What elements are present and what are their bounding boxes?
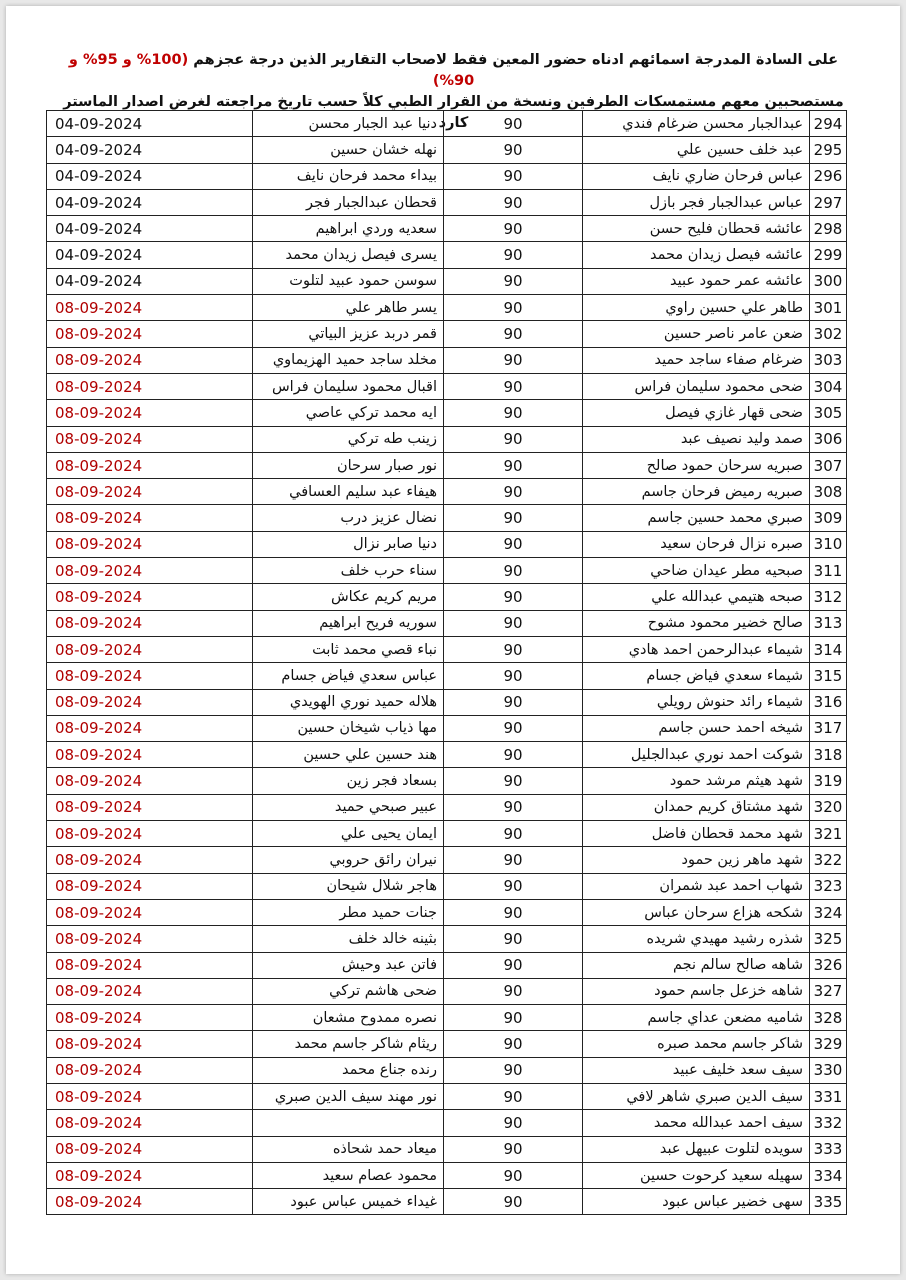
table-row: [47, 636, 847, 662]
disability-grade-cell: 90: [444, 978, 583, 1004]
table-row: [47, 1031, 847, 1057]
table-row: [47, 952, 847, 978]
table-row: [47, 1110, 847, 1136]
applicant-name-cell: صبريه رميض فرحان جاسم: [583, 479, 810, 505]
applicant-name-cell: شيماء سعدي فياض جسام: [583, 663, 810, 689]
review-date-cell: 08-09-2024: [47, 978, 253, 1004]
row-number-cell: 301: [810, 295, 847, 321]
review-date-cell: 08-09-2024: [47, 873, 253, 899]
table-row: [47, 1136, 847, 1162]
companion-name-cell: سعديه وردي ابراهيم: [253, 216, 444, 242]
table-row: [47, 295, 847, 321]
applicant-name-cell: صمد وليد نصيف عبد: [583, 426, 810, 452]
companion-name-cell: سوريه فريح ابراهيم: [253, 610, 444, 636]
disability-grade-cell: 90: [444, 1162, 583, 1188]
disability-grade-cell: 90: [444, 742, 583, 768]
disability-grade-cell: 90: [444, 426, 583, 452]
row-number-cell: 306: [810, 426, 847, 452]
disability-grade-cell: 90: [444, 1057, 583, 1083]
table-row: [47, 873, 847, 899]
review-date-cell: 08-09-2024: [47, 636, 253, 662]
review-date-cell: 04-09-2024: [47, 111, 253, 137]
applicant-name-cell: عائشه فيصل زيدان محمد: [583, 242, 810, 268]
applicant-name-cell: سهيله سعيد كرحوت حسين: [583, 1162, 810, 1188]
document-sheet: [6, 6, 900, 1274]
review-date-cell: 08-09-2024: [47, 742, 253, 768]
review-date-cell: 04-09-2024: [47, 216, 253, 242]
table-row: [47, 821, 847, 847]
review-date-cell: 08-09-2024: [47, 584, 253, 610]
review-date-cell: 08-09-2024: [47, 347, 253, 373]
companion-name-cell: بيداء محمد فرحان نايف: [253, 163, 444, 189]
applicant-name-cell: شهد ماهر زين حمود: [583, 847, 810, 873]
applicant-name-cell: عبدالجبار محسن ضرغام فندي: [583, 111, 810, 137]
row-number-cell: 294: [810, 111, 847, 137]
companion-name-cell: نور مهند سيف الدين صبري: [253, 1083, 444, 1109]
disability-grade-cell: 90: [444, 216, 583, 242]
applicant-name-cell: عبد خلف حسين علي: [583, 137, 810, 163]
companion-name-cell: ايه محمد تركي عاصي: [253, 400, 444, 426]
row-number-cell: 302: [810, 321, 847, 347]
review-date-cell: 04-09-2024: [47, 268, 253, 294]
row-number-cell: 323: [810, 873, 847, 899]
disability-grade-cell: 90: [444, 347, 583, 373]
table-row: [47, 1189, 847, 1215]
table-row: [47, 373, 847, 399]
review-date-cell: 08-09-2024: [47, 715, 253, 741]
review-date-cell: 08-09-2024: [47, 505, 253, 531]
review-date-cell: 08-09-2024: [47, 1057, 253, 1083]
table-row: [47, 558, 847, 584]
applicant-name-cell: صبره نزال فرحان سعيد: [583, 531, 810, 557]
disability-grade-cell: 90: [444, 689, 583, 715]
row-number-cell: 303: [810, 347, 847, 373]
table-row: [47, 531, 847, 557]
row-number-cell: 321: [810, 821, 847, 847]
review-date-cell: 08-09-2024: [47, 1031, 253, 1057]
review-date-cell: 08-09-2024: [47, 295, 253, 321]
applicant-name-cell: سيف احمد عبدالله محمد: [583, 1110, 810, 1136]
applicant-name-cell: شهد هيثم مرشد حمود: [583, 768, 810, 794]
table-row: [47, 321, 847, 347]
row-number-cell: 333: [810, 1136, 847, 1162]
table-row: [47, 1083, 847, 1109]
row-number-cell: 334: [810, 1162, 847, 1188]
disability-grade-cell: 90: [444, 1189, 583, 1215]
companion-name-cell: هاجر شلال شيحان: [253, 873, 444, 899]
row-number-cell: 298: [810, 216, 847, 242]
companion-name-cell: نور صبار سرحان: [253, 452, 444, 478]
disability-grade-cell: 90: [444, 610, 583, 636]
table-row: [47, 663, 847, 689]
table-row: [47, 584, 847, 610]
companion-name-cell: ايمان يحيى علي: [253, 821, 444, 847]
companion-name-cell: سوسن حمود عبيد لتلوت: [253, 268, 444, 294]
table-row: [47, 400, 847, 426]
review-date-cell: 08-09-2024: [47, 1110, 253, 1136]
disability-grade-cell: 90: [444, 321, 583, 347]
companion-name-cell: بثينه خالد خلف: [253, 926, 444, 952]
applicant-name-cell: ضحى محمود سليمان فراس: [583, 373, 810, 399]
table-row: [47, 189, 847, 215]
applicant-name-cell: عباس عبدالجبار فجر بازل: [583, 189, 810, 215]
review-date-cell: 04-09-2024: [47, 163, 253, 189]
companion-name-cell: [253, 1110, 444, 1136]
applicant-name-cell: شاهه خزعل جاسم حمود: [583, 978, 810, 1004]
table-row: [47, 426, 847, 452]
applicant-name-cell: طاهر علي حسين راوي: [583, 295, 810, 321]
table-row: [47, 794, 847, 820]
applicant-name-cell: صبحه هتيمي عبدالله علي: [583, 584, 810, 610]
review-date-cell: 08-09-2024: [47, 1083, 253, 1109]
disability-grade-cell: 90: [444, 505, 583, 531]
table-body: [47, 111, 847, 1215]
disability-grade-cell: 90: [444, 1083, 583, 1109]
row-number-cell: 305: [810, 400, 847, 426]
row-number-cell: 320: [810, 794, 847, 820]
review-date-cell: 08-09-2024: [47, 821, 253, 847]
applicant-name-cell: شهد مشتاق كريم حمدان: [583, 794, 810, 820]
review-date-cell: 08-09-2024: [47, 899, 253, 925]
applicant-name-cell: سهى خضير عباس عبود: [583, 1189, 810, 1215]
companion-name-cell: رنده جناع محمد: [253, 1057, 444, 1083]
table-row: [47, 505, 847, 531]
row-number-cell: 313: [810, 610, 847, 636]
applicant-name-cell: شكحه هزاع سرحان عباس: [583, 899, 810, 925]
companion-name-cell: عباس سعدي فياض جسام: [253, 663, 444, 689]
companion-name-cell: قحطان عبدالجبار فجر: [253, 189, 444, 215]
companion-name-cell: دنيا عبد الجبار محسن: [253, 111, 444, 137]
review-date-cell: 08-09-2024: [47, 663, 253, 689]
companion-name-cell: عبير صبحي حميد: [253, 794, 444, 820]
companion-name-cell: فاتن عبد وحيش: [253, 952, 444, 978]
row-number-cell: 299: [810, 242, 847, 268]
row-number-cell: 312: [810, 584, 847, 610]
applicant-name-cell: شيماء عبدالرحمن احمد هادي: [583, 636, 810, 662]
table-row: [47, 242, 847, 268]
applicant-name-cell: سيف سعد خليف عبيد: [583, 1057, 810, 1083]
disability-grade-cell: 90: [444, 873, 583, 899]
companion-name-cell: هند حسين علي حسين: [253, 742, 444, 768]
disability-grade-cell: 90: [444, 295, 583, 321]
companion-name-cell: اقبال محمود سليمان فراس: [253, 373, 444, 399]
disability-grade-cell: 90: [444, 373, 583, 399]
row-number-cell: 324: [810, 899, 847, 925]
companion-name-cell: جنات حميد مطر: [253, 899, 444, 925]
table-row: [47, 137, 847, 163]
review-date-cell: 08-09-2024: [47, 952, 253, 978]
applicant-name-cell: ضرغام صفاء ساجد حميد: [583, 347, 810, 373]
disability-grade-cell: 90: [444, 1136, 583, 1162]
companion-name-cell: غيداء خميس عباس عبود: [253, 1189, 444, 1215]
applicant-name-cell: شهاب احمد عبد شمران: [583, 873, 810, 899]
disability-grade-cell: 90: [444, 452, 583, 478]
review-date-cell: 08-09-2024: [47, 1005, 253, 1031]
companion-name-cell: قمر دربد عزيز البياتي: [253, 321, 444, 347]
row-number-cell: 311: [810, 558, 847, 584]
table-row: [47, 1057, 847, 1083]
review-date-cell: 08-09-2024: [47, 452, 253, 478]
applicant-name-cell: عائشه قحطان فليح حسن: [583, 216, 810, 242]
applicant-name-cell: شذره رشيد مهيدي شريده: [583, 926, 810, 952]
applicant-name-cell: شوكت احمد نوري عبدالجليل: [583, 742, 810, 768]
row-number-cell: 330: [810, 1057, 847, 1083]
companion-name-cell: نهله خشان حسين: [253, 137, 444, 163]
disability-grade-cell: 90: [444, 531, 583, 557]
applicant-name-cell: ضعن عامر ناصر حسين: [583, 321, 810, 347]
notice-line-2: مستصحبين معهم مستمسكات الطرفين ونسخة من القرار الطبي كلاً حسب تاريخ مراجعته لغرض اصدار الماستر كارد: [63, 94, 844, 131]
row-number-cell: 335: [810, 1189, 847, 1215]
review-date-cell: 08-09-2024: [47, 321, 253, 347]
companion-name-cell: زينب طه تركي: [253, 426, 444, 452]
applicant-name-cell: ضحى قهار غازي فيصل: [583, 400, 810, 426]
table-row: [47, 347, 847, 373]
disability-grade-cell: 90: [444, 768, 583, 794]
review-date-cell: 08-09-2024: [47, 1189, 253, 1215]
row-number-cell: 300: [810, 268, 847, 294]
review-date-cell: 08-09-2024: [47, 400, 253, 426]
review-date-cell: 04-09-2024: [47, 189, 253, 215]
disability-grade-cell: 90: [444, 242, 583, 268]
table-row: [47, 689, 847, 715]
review-date-cell: 04-09-2024: [47, 137, 253, 163]
table-row: [47, 926, 847, 952]
disability-grade-cell: 90: [444, 794, 583, 820]
disability-grade-cell: 90: [444, 189, 583, 215]
table-row: [47, 216, 847, 242]
companion-name-cell: نصره ممدوح مشعان: [253, 1005, 444, 1031]
applicant-name-cell: شهد محمد قحطان فاضل: [583, 821, 810, 847]
table-row: [47, 768, 847, 794]
row-number-cell: 308: [810, 479, 847, 505]
table-row: [47, 978, 847, 1004]
review-date-cell: 08-09-2024: [47, 847, 253, 873]
applicant-name-cell: شاكر جاسم محمد صبره: [583, 1031, 810, 1057]
notice-line-1: [46, 50, 861, 92]
disability-grade-cell: 90: [444, 400, 583, 426]
notice-line-1-text: على السادة المدرجة اسمائهم ادناه حضور المعين فقط لاصحاب التقارير الذين درجة عجزهم: [188, 52, 839, 68]
row-number-cell: 317: [810, 715, 847, 741]
companion-name-cell: دنيا صابر نزال: [253, 531, 444, 557]
disability-grade-cell: 90: [444, 926, 583, 952]
table-row: [47, 111, 847, 137]
applicant-name-cell: شاميه مضعن عداي جاسم: [583, 1005, 810, 1031]
row-number-cell: 326: [810, 952, 847, 978]
applicant-name-cell: صبريه سرحان حمود صالح: [583, 452, 810, 478]
companion-name-cell: سناء حرب خلف: [253, 558, 444, 584]
companion-name-cell: بسعاد فجر زين: [253, 768, 444, 794]
row-number-cell: 329: [810, 1031, 847, 1057]
companion-name-cell: مخلد ساجد حميد الهزيماوي: [253, 347, 444, 373]
table-row: [47, 1162, 847, 1188]
row-number-cell: 322: [810, 847, 847, 873]
disability-grade-cell: 90: [444, 952, 583, 978]
applicant-name-cell: شيماء رائد حنوش رويلي: [583, 689, 810, 715]
disability-grade-cell: 90: [444, 1031, 583, 1057]
disability-grade-cell: 90: [444, 1110, 583, 1136]
disability-grade-cell: 90: [444, 636, 583, 662]
review-date-cell: 08-09-2024: [47, 768, 253, 794]
row-number-cell: 314: [810, 636, 847, 662]
applicant-name-cell: صالح خضير محمود مشوح: [583, 610, 810, 636]
review-date-cell: 08-09-2024: [47, 926, 253, 952]
companion-name-cell: نباء قصي محمد ثابت: [253, 636, 444, 662]
companion-name-cell: محمود عصام سعيد: [253, 1162, 444, 1188]
review-date-cell: 08-09-2024: [47, 1136, 253, 1162]
companion-name-cell: ريثام شاكر جاسم محمد: [253, 1031, 444, 1057]
row-number-cell: 316: [810, 689, 847, 715]
table-row: [47, 742, 847, 768]
review-date-cell: 08-09-2024: [47, 1162, 253, 1188]
disability-grade-cell: 90: [444, 163, 583, 189]
applicant-name-cell: سيف الدين صبري شاهر لافي: [583, 1083, 810, 1109]
table-row: [47, 452, 847, 478]
disability-grade-cell: 90: [444, 584, 583, 610]
disability-grade-cell: 90: [444, 111, 583, 137]
row-number-cell: 296: [810, 163, 847, 189]
review-date-cell: 08-09-2024: [47, 689, 253, 715]
table-row: [47, 1005, 847, 1031]
disability-grade-cell: 90: [444, 899, 583, 925]
disability-grade-cell: 90: [444, 663, 583, 689]
disability-grade-cell: 90: [444, 1005, 583, 1031]
table-row: [47, 163, 847, 189]
table-row: [47, 479, 847, 505]
row-number-cell: 327: [810, 978, 847, 1004]
review-date-cell: 08-09-2024: [47, 558, 253, 584]
disability-grade-cell: 90: [444, 821, 583, 847]
companion-name-cell: نيران رائق حروبي: [253, 847, 444, 873]
companion-name-cell: يسر طاهر علي: [253, 295, 444, 321]
row-number-cell: 319: [810, 768, 847, 794]
row-number-cell: 310: [810, 531, 847, 557]
row-number-cell: 315: [810, 663, 847, 689]
companion-name-cell: ميعاد حمد شحاذه: [253, 1136, 444, 1162]
table-row: [47, 715, 847, 741]
applicant-name-cell: صبري محمد حسين جاسم: [583, 505, 810, 531]
disability-grade-cell: 90: [444, 137, 583, 163]
row-number-cell: 331: [810, 1083, 847, 1109]
applicant-name-cell: عائشه عمر حمود عبيد: [583, 268, 810, 294]
companion-name-cell: هيفاء عبد سليم العسافي: [253, 479, 444, 505]
applicant-name-cell: صبحيه مطر عيدان ضاحي: [583, 558, 810, 584]
review-date-cell: 08-09-2024: [47, 479, 253, 505]
applicant-name-cell: سويده لتلوت عبيهل عبد: [583, 1136, 810, 1162]
row-number-cell: 307: [810, 452, 847, 478]
review-date-cell: 08-09-2024: [47, 426, 253, 452]
review-date-cell: 08-09-2024: [47, 794, 253, 820]
disability-grade-cell: 90: [444, 558, 583, 584]
row-number-cell: 309: [810, 505, 847, 531]
row-number-cell: 295: [810, 137, 847, 163]
table-row: [47, 610, 847, 636]
row-number-cell: 325: [810, 926, 847, 952]
companion-name-cell: ضحى هاشم تركي: [253, 978, 444, 1004]
review-date-cell: 08-09-2024: [47, 610, 253, 636]
row-number-cell: 297: [810, 189, 847, 215]
row-number-cell: 318: [810, 742, 847, 768]
review-date-cell: 08-09-2024: [47, 373, 253, 399]
row-number-cell: 328: [810, 1005, 847, 1031]
companion-name-cell: يسرى فيصل زيدان محمد: [253, 242, 444, 268]
disability-grade-cell: 90: [444, 847, 583, 873]
applicant-name-cell: شاهه صالح سالم نجم: [583, 952, 810, 978]
companion-name-cell: مها ذياب شيخان حسين: [253, 715, 444, 741]
companion-name-cell: هلاله حميد نوري الهويدي: [253, 689, 444, 715]
table-row: [47, 268, 847, 294]
table-row: [47, 847, 847, 873]
applicant-name-cell: شيخه احمد حسن جاسم: [583, 715, 810, 741]
review-date-cell: 08-09-2024: [47, 531, 253, 557]
review-date-cell: 04-09-2024: [47, 242, 253, 268]
attendance-table: [46, 110, 847, 1215]
disability-percentages: (100% و 95% و 90%): [68, 52, 475, 89]
disability-grade-cell: 90: [444, 479, 583, 505]
applicant-name-cell: عباس فرحان ضاري نايف: [583, 163, 810, 189]
companion-name-cell: نضال عزيز درب: [253, 505, 444, 531]
row-number-cell: 332: [810, 1110, 847, 1136]
table-row: [47, 899, 847, 925]
disability-grade-cell: 90: [444, 268, 583, 294]
row-number-cell: 304: [810, 373, 847, 399]
companion-name-cell: مريم كريم عكاش: [253, 584, 444, 610]
disability-grade-cell: 90: [444, 715, 583, 741]
